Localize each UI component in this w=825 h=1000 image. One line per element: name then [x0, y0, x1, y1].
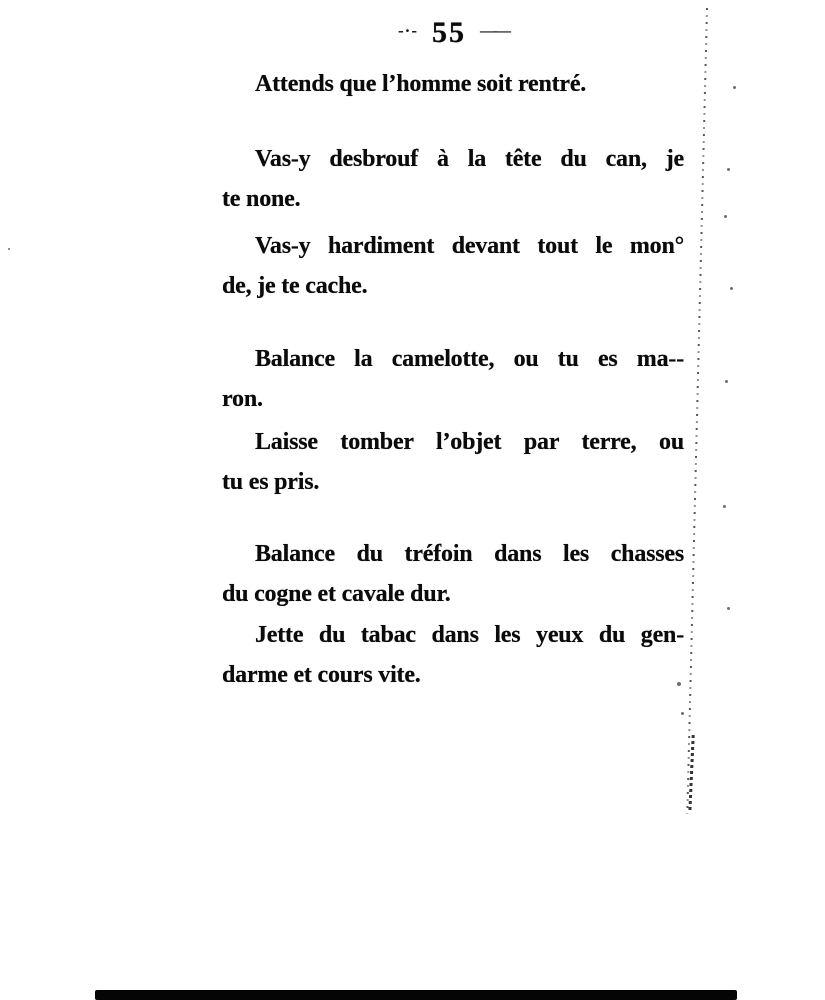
text-line: te none. — [222, 186, 301, 212]
ink-speck — [681, 712, 684, 715]
ink-speck — [730, 287, 733, 290]
text-line: Balance du tréfoin dans les chasses — [255, 541, 684, 567]
ink-speck — [727, 607, 730, 610]
text-line: Laisse tomber l’objet par terre, ou — [255, 429, 684, 455]
page-number: 55 — [432, 16, 466, 49]
text-line: Balance la camelotte, ou tu es ma-- — [255, 346, 684, 372]
header-dash-left: -·- — [398, 21, 418, 40]
text-line: darme et cours vite. — [222, 662, 421, 688]
scan-edge-bar — [95, 990, 737, 1000]
text-line: Jette du tabac dans les yeux du gen- — [255, 622, 684, 648]
ink-speck — [8, 248, 10, 250]
ink-speck — [733, 86, 736, 89]
text-line: Attends que l’homme soit rentré. — [255, 71, 587, 97]
text-line: Vas-y hardiment devant tout le mon° — [255, 233, 684, 259]
paragraph — [222, 339, 684, 419]
text-line: du cogne et cavale dur. — [222, 581, 451, 607]
paragraph — [222, 226, 684, 306]
text-line: ron. — [222, 386, 263, 412]
scan-gutter-line — [686, 8, 708, 814]
paragraph — [222, 422, 684, 502]
text-line: tu es pris. — [222, 469, 320, 495]
paragraph — [222, 139, 684, 219]
text-line: Vas-y desbrouf à la tête du can, je — [255, 146, 684, 172]
text-line: de, je te cache. — [222, 273, 368, 299]
header-dash-right: —— — [480, 21, 508, 40]
ink-speck — [727, 168, 730, 171]
paragraph — [222, 64, 684, 104]
ink-speck — [677, 682, 681, 686]
ink-speck — [725, 380, 728, 383]
ink-speck — [723, 505, 726, 508]
ink-speck — [724, 215, 727, 218]
paragraph — [222, 534, 684, 614]
paragraph — [222, 615, 684, 695]
page-header — [222, 16, 684, 50]
